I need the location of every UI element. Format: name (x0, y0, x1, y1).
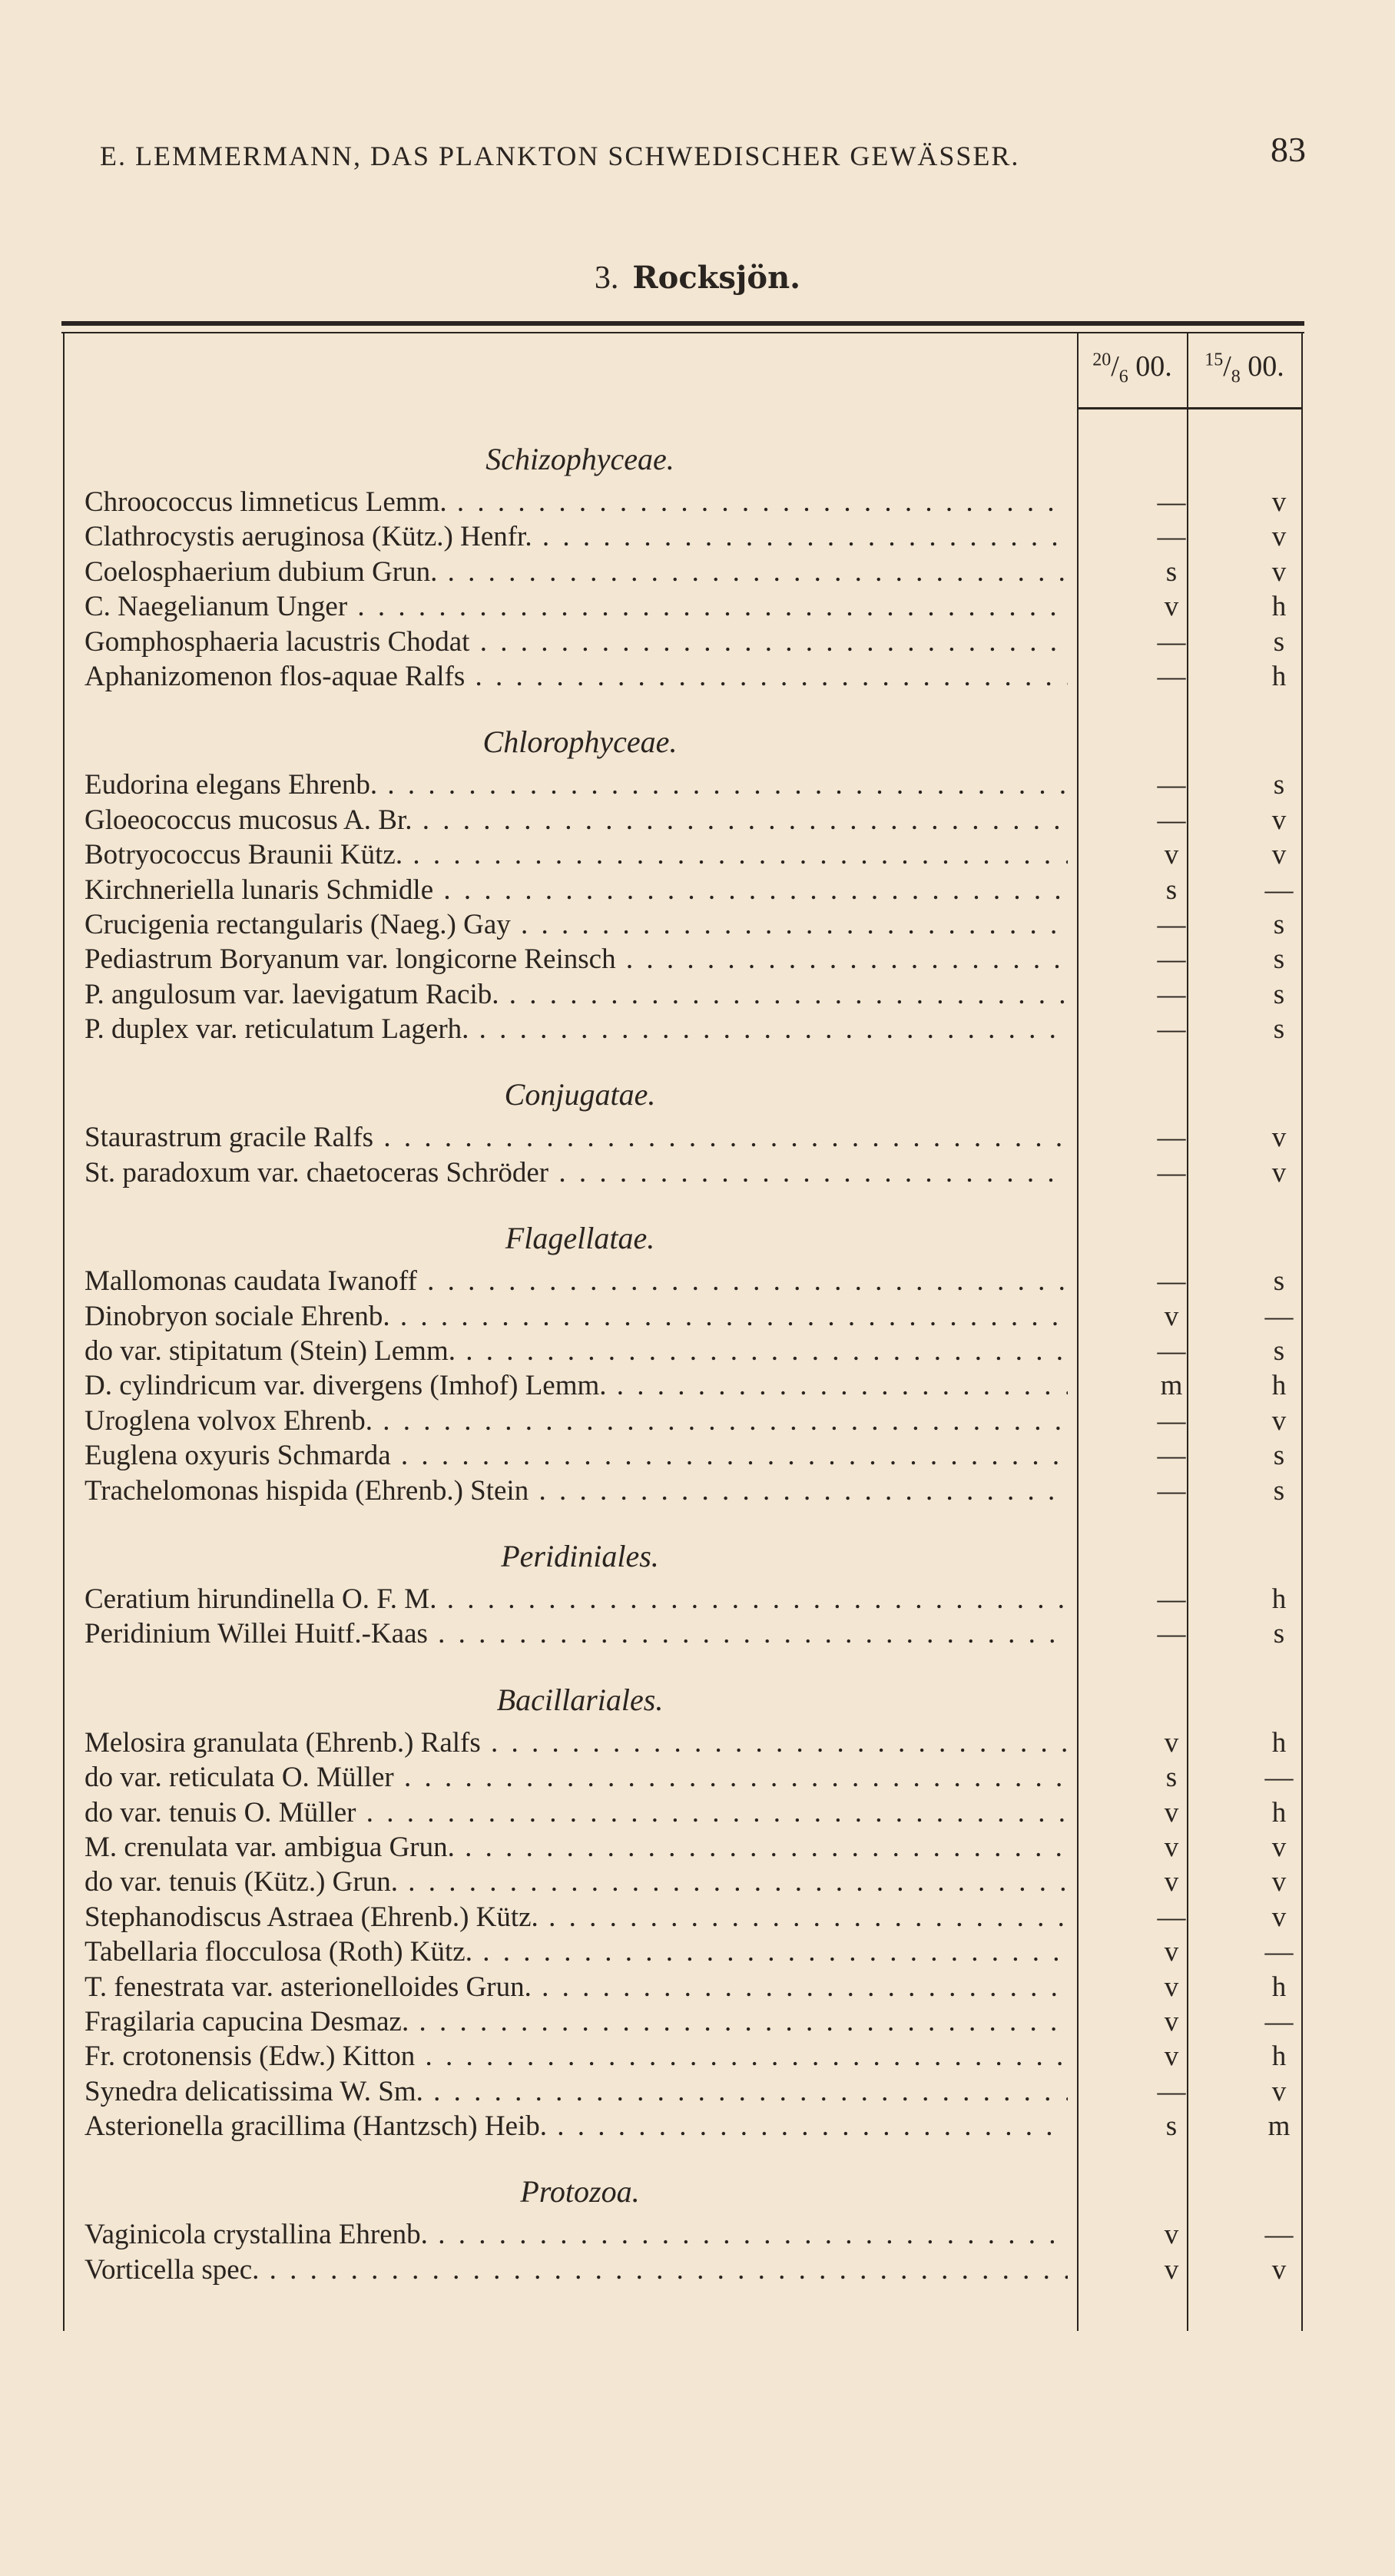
species-name: Euglena oxyuris Schmarda . . . (84, 1438, 1068, 1473)
running-head (100, 129, 1306, 175)
species-name: Tabellaria flocculosa (Roth) Kütz. . . . (84, 1934, 1068, 1969)
table-row (84, 2004, 1383, 2039)
value-date-1: — (1157, 486, 1186, 518)
table-row (84, 1830, 1383, 1865)
value-date-2: h (1271, 1370, 1287, 1402)
table-row (84, 837, 1383, 872)
value-date-1: — (1157, 2075, 1186, 2107)
species-name: Eudorina elegans Ehrenb. . . . (84, 767, 1068, 802)
value-date-1: — (1157, 1583, 1186, 1615)
value-date-2: s (1273, 1474, 1285, 1507)
species-name: Pediastrum Boryanum var. longicorne Reinsch . . . (84, 942, 1068, 976)
species-name: Fragilaria capucina Desmaz. . . . (84, 2004, 1068, 2039)
species-name: C. Naegelianum Unger . . . (84, 589, 1068, 624)
column-header-date-1: $^{20}/_6$ 00. (1092, 350, 1172, 387)
group-title (84, 1046, 1383, 1120)
col1-year: 00. (1135, 350, 1172, 383)
value-date-2: h (1271, 591, 1287, 623)
col1-day: 20 (1092, 350, 1112, 370)
col2-month: 8 (1231, 366, 1241, 387)
value-date-2: — (1264, 2005, 1294, 2037)
group-title-text: Conjugatae. (504, 1077, 656, 1112)
species-name: do var. tenuis O. Müller . . . (84, 1795, 1068, 1830)
table-row (84, 2109, 1383, 2143)
table-row (84, 1934, 1383, 1969)
value-date-2: h (1271, 660, 1287, 692)
value-date-1: — (1157, 1404, 1186, 1437)
species-name: St. paradoxum var. chaetoceras Schröder . . . (84, 1155, 1068, 1190)
table-row (84, 1474, 1383, 1508)
table-row (84, 767, 1383, 802)
species-name: Gomphosphaeria lacustris Chodat . . . (84, 625, 1068, 659)
value-date-2: v (1271, 2253, 1287, 2286)
table-row (84, 873, 1383, 907)
value-date-2: v (1271, 486, 1287, 518)
species-name: Peridinium Willei Huitf.-Kaas . . . (84, 1616, 1068, 1651)
value-date-2: v (1271, 521, 1287, 553)
species-name: P. duplex var. reticulatum Lagerh. . . . (84, 1012, 1068, 1046)
value-date-1: v (1164, 2253, 1179, 2286)
value-date-1: — (1157, 1618, 1186, 1650)
value-date-2: m (1267, 2110, 1291, 2143)
value-date-1: v (1164, 1726, 1179, 1759)
table-row (84, 1865, 1383, 1899)
group-title-text: Bacillariales. (496, 1682, 664, 1717)
species-name: D. cylindricum var. divergens (Imhof) Lemm. . . . (84, 1368, 1068, 1403)
table-row (84, 1120, 1383, 1155)
species-name: Staurastrum gracile Ralfs . . . (84, 1120, 1068, 1155)
group-title (84, 1652, 1383, 1726)
species-name: Coelosphaerium dubium Grun. . . . (84, 555, 1068, 589)
species-name: do var. tenuis (Kütz.) Grun. . . . (84, 1865, 1068, 1899)
value-date-2: — (1264, 1300, 1294, 1332)
value-date-1: s (1165, 2110, 1178, 2143)
table-row (84, 1970, 1383, 2004)
page-number: 83 (1271, 130, 1306, 169)
species-name: Melosira granulata (Ehrenb.) Ralfs . . . (84, 1726, 1068, 1760)
species-name: Trachelomonas hispida (Ehrenb.) Stein . . . (84, 1474, 1068, 1508)
value-date-1: — (1157, 1122, 1186, 1154)
table-row (84, 2253, 1383, 2287)
col2-year: 00. (1248, 350, 1284, 383)
table-row (84, 1726, 1383, 1760)
value-date-2: v (1271, 839, 1287, 871)
value-date-1: — (1157, 660, 1186, 692)
group-title (84, 1190, 1383, 1264)
value-date-1: — (1157, 1265, 1186, 1298)
table-row (84, 1264, 1383, 1298)
value-date-1: v (1164, 1300, 1179, 1332)
value-date-2: — (1264, 2219, 1294, 2251)
value-date-1: — (1157, 1013, 1186, 1046)
species-name: Botryococcus Braunii Kütz. . . . (84, 837, 1068, 872)
value-date-2: s (1273, 1440, 1285, 1472)
table-row (84, 519, 1383, 554)
section-title (0, 260, 1395, 297)
section-name: Rocksjön. (632, 260, 801, 296)
table-row (84, 1334, 1383, 1368)
value-date-2: — (1264, 874, 1294, 906)
table-row (84, 1795, 1383, 1830)
table-row (84, 1368, 1383, 1403)
table-left-border (63, 333, 65, 2331)
table-row (84, 907, 1383, 942)
species-name: Chroococcus limneticus Lemm. . . . (84, 485, 1068, 519)
table-row (84, 1299, 1383, 1334)
value-date-2: s (1273, 769, 1285, 801)
group-title-text: Schizophyceae. (485, 442, 674, 476)
species-name: Vorticella spec. . . . (84, 2253, 1068, 2287)
value-date-2: s (1273, 1013, 1285, 1046)
value-date-2: h (1271, 1726, 1287, 1759)
group-title-text: Peridiniales. (501, 1538, 659, 1573)
species-name: Fr. crotonensis (Edw.) Kitton . . . (84, 2039, 1068, 2074)
value-date-1: v (1164, 1971, 1179, 2003)
table-row (84, 1404, 1383, 1438)
species-name: Mallomonas caudata Iwanoff . . . (84, 1264, 1068, 1298)
value-date-1: m (1160, 1370, 1183, 1402)
value-date-1: v (1164, 839, 1179, 871)
value-date-1: — (1157, 521, 1186, 553)
group-title (84, 411, 1383, 485)
value-date-1: — (1157, 1440, 1186, 1472)
value-date-1: — (1157, 1335, 1186, 1368)
table-top-rule-thin (61, 332, 1304, 333)
species-name: P. angulosum var. laevigatum Racib. . . . (84, 977, 1068, 1012)
table-row (84, 2039, 1383, 2074)
value-date-1: v (1164, 1866, 1179, 1898)
value-date-1: v (1164, 591, 1179, 623)
col2-day: 15 (1204, 350, 1224, 370)
value-date-1: — (1157, 908, 1186, 940)
species-name: Crucigenia rectangularis (Naeg.) Gay . . . (84, 907, 1068, 942)
species-name: Aphanizomenon flos-aquae Ralfs . . . (84, 659, 1068, 694)
value-date-1: — (1157, 625, 1186, 658)
table-row (84, 803, 1383, 837)
value-date-1: — (1157, 1474, 1186, 1507)
value-date-1: — (1157, 769, 1186, 801)
table-row (84, 1760, 1383, 1795)
value-date-1: — (1157, 1901, 1186, 1933)
value-date-2: v (1271, 2075, 1287, 2107)
value-date-2: s (1273, 625, 1285, 658)
group-title-text: Flagellatae. (505, 1221, 655, 1256)
species-name: Stephanodiscus Astraea (Ehrenb.) Kütz. . . . (84, 1900, 1068, 1934)
group-title (84, 1508, 1383, 1582)
group-title (84, 694, 1383, 767)
value-date-1: v (1164, 1831, 1179, 1863)
value-date-1: v (1164, 2041, 1179, 2073)
table-row (84, 589, 1383, 624)
value-date-1: s (1165, 874, 1178, 906)
value-date-2: s (1273, 978, 1285, 1010)
value-date-1: — (1157, 804, 1186, 836)
table-row (84, 659, 1383, 694)
species-name: do var. stipitatum (Stein) Lemm. . . . (84, 1334, 1068, 1368)
value-date-2: — (1264, 1762, 1294, 1794)
value-date-2: v (1271, 1122, 1287, 1154)
table-row (84, 2074, 1383, 2109)
column-header-underline (1079, 407, 1301, 409)
table-row (84, 625, 1383, 659)
section-number: 3. (594, 260, 619, 296)
value-date-2: v (1271, 1866, 1287, 1898)
table-row (84, 942, 1383, 976)
species-name: Synedra delicatissima W. Sm. . . . (84, 2074, 1068, 2109)
value-date-2: v (1271, 1901, 1287, 1933)
species-name: M. crenulata var. ambigua Grun. . . . (84, 1830, 1068, 1865)
value-date-1: v (1164, 2219, 1179, 2251)
col1-month: 6 (1118, 366, 1128, 387)
table-top-rule (61, 321, 1304, 326)
value-date-1: — (1157, 1156, 1186, 1189)
species-name: Kirchneriella lunaris Schmidle . . . (84, 873, 1068, 907)
value-date-2: h (1271, 2041, 1287, 2073)
species-name: Dinobryon sociale Ehrenb. . . . (84, 1299, 1068, 1334)
table-row (84, 555, 1383, 589)
species-name: T. fenestrata var. asterionelloides Grun. . . . (84, 1970, 1068, 2004)
value-date-2: s (1273, 908, 1285, 940)
value-date-2: h (1271, 1583, 1287, 1615)
value-date-2: v (1271, 555, 1287, 588)
species-name: Gloeococcus mucosus A. Br. . . . (84, 803, 1068, 837)
species-name: Ceratium hirundinella O. F. M. . . . (84, 1582, 1068, 1616)
species-name: Clathrocystis aeruginosa (Kütz.) Henfr. . . . (84, 519, 1068, 554)
value-date-1: s (1165, 1762, 1178, 1794)
group-title (84, 2143, 1383, 2217)
group-title-text: Chlorophyceae. (482, 724, 678, 760)
group-title-text: Protozoa. (520, 2174, 640, 2210)
value-date-2: — (1264, 1936, 1294, 1968)
species-name: do var. reticulata O. Müller . . . (84, 1760, 1068, 1795)
value-date-2: s (1273, 1265, 1285, 1298)
species-name: Uroglena volvox Ehrenb. . . . (84, 1404, 1068, 1438)
value-date-2: v (1271, 1404, 1287, 1437)
value-date-2: s (1273, 1335, 1285, 1368)
table-row (84, 1616, 1383, 1651)
value-date-2: s (1273, 943, 1285, 976)
value-date-1: — (1157, 978, 1186, 1010)
table-row (84, 977, 1383, 1012)
value-date-1: — (1157, 943, 1186, 976)
species-name: Vaginicola crystallina Ehrenb. . . . (84, 2217, 1068, 2252)
species-name: Asterionella gracillima (Hantzsch) Heib. . . . (84, 2109, 1068, 2143)
value-date-1: v (1164, 2005, 1179, 2037)
table-row (84, 1155, 1383, 1190)
value-date-1: s (1165, 555, 1178, 588)
table-row (84, 1012, 1383, 1046)
value-date-1: v (1164, 1796, 1179, 1828)
value-date-1: v (1164, 1936, 1179, 1968)
table-row (84, 1438, 1383, 1473)
value-date-2: s (1273, 1618, 1285, 1650)
value-date-2: v (1271, 804, 1287, 836)
value-date-2: v (1271, 1156, 1287, 1189)
running-title: E. LEMMERMANN, DAS PLANKTON SCHWEDISCHER GEWÄSSER. (100, 141, 1020, 171)
table-row (84, 1900, 1383, 1934)
column-header-date-2: $^{15}/_8$ 00. (1204, 350, 1284, 387)
table-row (84, 2217, 1383, 2252)
value-date-2: v (1271, 1831, 1287, 1863)
species-table (84, 411, 1383, 2287)
table-row (84, 485, 1383, 519)
table-row (84, 1582, 1383, 1616)
value-date-2: h (1271, 1796, 1287, 1828)
value-date-2: h (1271, 1971, 1287, 2003)
